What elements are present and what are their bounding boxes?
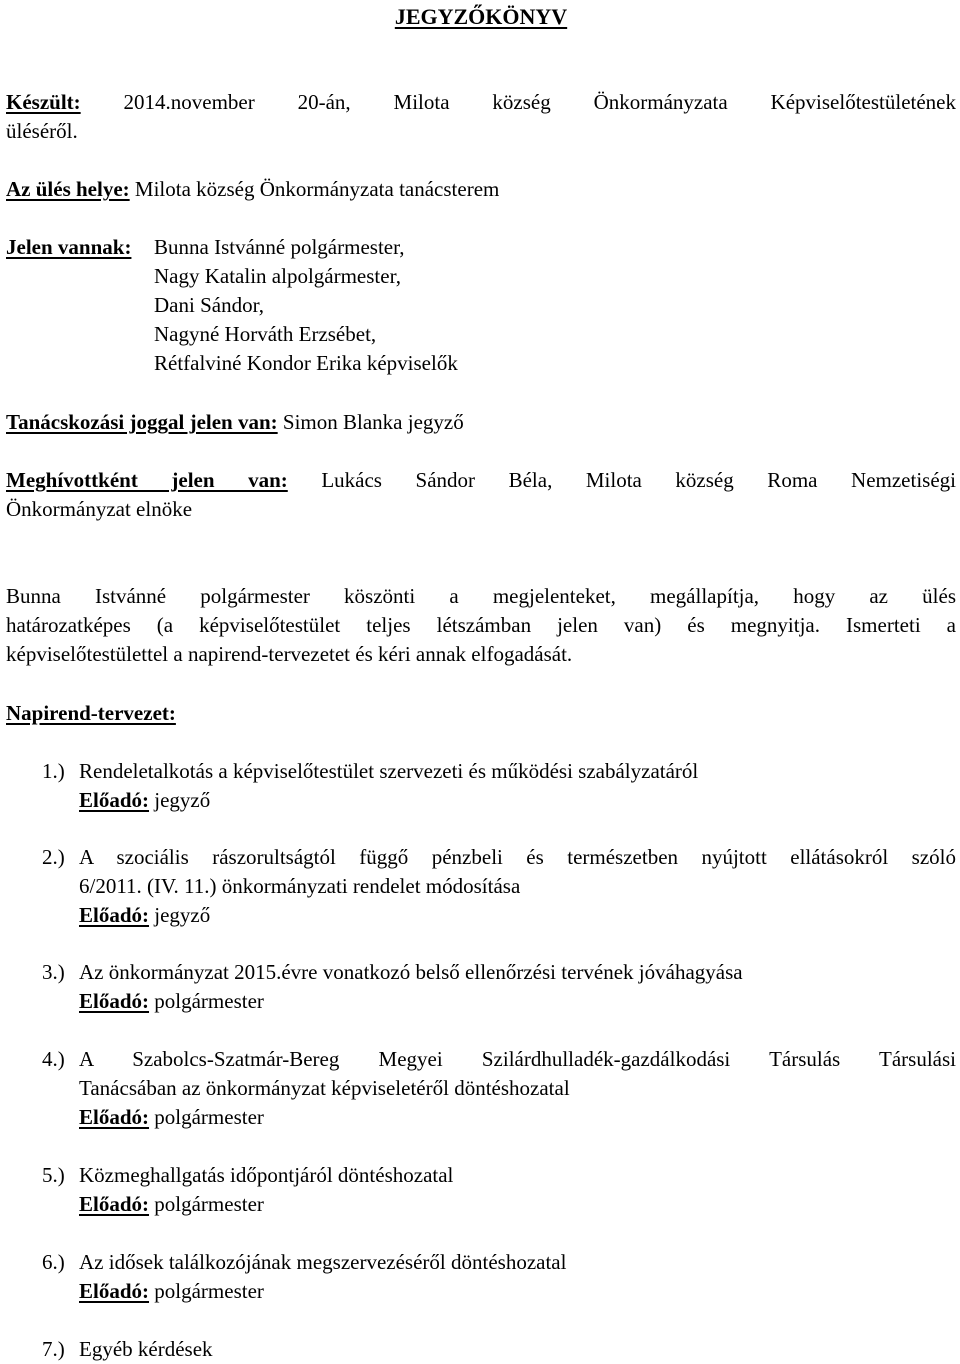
- made-line-1: [6, 88, 956, 117]
- place-value: Milota község Önkormányzata tanácsterem: [134, 177, 500, 201]
- presenter-value: jegyző: [154, 788, 211, 812]
- agenda-item-text: Közmeghallgatás időpontjáról döntéshozatal: [79, 1163, 454, 1187]
- attendee: Dani Sándor,: [154, 293, 264, 317]
- made-label: Készült:: [6, 90, 81, 114]
- agenda-item-number: 7.): [42, 1337, 65, 1361]
- agenda-item: [42, 958, 956, 1016]
- attendee: Rétfalviné Kondor Erika képviselők: [154, 351, 458, 375]
- presenter-label: Előadó:: [79, 788, 150, 812]
- agenda-item: [42, 1161, 956, 1219]
- agenda-item-text: A Szabolcs-Szatmár-Bereg Megyei Szilárdhulladék-gazdálkodási Társulás Társulási: [79, 1047, 956, 1071]
- presenter-label: Előadó:: [79, 1279, 150, 1303]
- meeting-place: [6, 175, 956, 204]
- agenda-item: [42, 757, 956, 815]
- attendee: Nagy Katalin alpolgármester,: [154, 264, 401, 288]
- agenda-item: [42, 843, 956, 930]
- agenda-item: [42, 1248, 956, 1306]
- presenter-value: polgármester: [154, 1192, 264, 1216]
- agenda-item-presenter: [79, 1277, 956, 1306]
- agenda-item-number: 4.): [42, 1047, 65, 1071]
- agenda-item-number: 2.): [42, 845, 65, 869]
- opening-line-3: képviselőtestülettel a napirend-tervezetet és kéri annak elfogadását.: [6, 642, 573, 666]
- agenda-item-number: 3.): [42, 960, 65, 984]
- opening-line-2: határozatképes (a képviselőtestület teljes létszámban jelen van) és megnyitja. Ismerteti a: [6, 613, 956, 637]
- advisory-value: Simon Blanka jegyző: [282, 410, 464, 434]
- agenda-item-text: Az önkormányzat 2015.évre vonatkozó belső ellenőrzési tervének jóváhagyása: [79, 960, 743, 984]
- presenter-value: polgármester: [154, 1105, 264, 1129]
- invited-text-1: Lukács Sándor Béla, Milota község Roma Nemzetiségi: [321, 468, 956, 492]
- agenda-item-number: 6.): [42, 1250, 65, 1274]
- presenter-label: Előadó:: [79, 903, 150, 927]
- opening-line-1: Bunna Istvánné polgármester köszönti a megjelenteket, megállapítja, hogy az ülés: [6, 584, 956, 608]
- presenter-value: jegyző: [154, 903, 211, 927]
- attendee: Nagyné Horváth Erzsébet,: [154, 322, 377, 346]
- made-line-2: üléséről.: [6, 119, 78, 143]
- advisory-line: [6, 408, 956, 437]
- agenda-item-text: Rendeletalkotás a képviselőtestület szervezeti és működési szabályzatáról: [79, 759, 699, 783]
- agenda-item-presenter: [79, 901, 956, 930]
- agenda-item-text: 6/2011. (IV. 11.) önkormányzati rendelet módosítása: [79, 874, 521, 898]
- presenter-label: Előadó:: [79, 989, 150, 1013]
- agenda-heading: Napirend-tervezet:: [6, 701, 176, 725]
- agenda-item-presenter: [79, 1190, 956, 1219]
- agenda-item-number: 5.): [42, 1163, 65, 1187]
- agenda-item: [42, 1045, 956, 1132]
- agenda-item-presenter: [79, 987, 956, 1016]
- invited-label: Meghívottként jelen van:: [6, 468, 288, 492]
- agenda-item-text: Az idősek találkozójának megszervezéséről döntéshozatal: [79, 1250, 567, 1274]
- present-label-line: [6, 233, 956, 262]
- agenda-heading-line: [6, 699, 956, 728]
- agenda-item: [42, 1335, 956, 1364]
- attendee: Bunna Istvánné polgármester,: [154, 235, 405, 259]
- advisory-label: Tanácskozási joggal jelen van:: [6, 410, 278, 434]
- agenda-item-presenter: [79, 1103, 956, 1132]
- document-title: JEGYZŐKÖNYV: [394, 4, 568, 29]
- invited-line-1: [6, 466, 956, 495]
- agenda-item-number: 1.): [42, 759, 65, 783]
- presenter-value: polgármester: [154, 1279, 264, 1303]
- agenda-item-text: Tanácsában az önkormányzat képviseletéről döntéshozatal: [79, 1076, 570, 1100]
- agenda-item-presenter: [79, 786, 956, 815]
- agenda-item-text: Egyéb kérdések: [79, 1337, 213, 1361]
- presenter-value: polgármester: [154, 989, 264, 1013]
- made-text-1: 2014.november 20-án, Milota község Önkormányzata Képviselőtestületének: [123, 90, 957, 114]
- presenter-label: Előadó:: [79, 1192, 150, 1216]
- agenda-item-text: A szociális rászorultságtól függő pénzbeli és természetben nyújtott ellátásokról szóló: [79, 845, 956, 869]
- present-label: Jelen vannak:: [6, 235, 132, 259]
- presenter-label: Előadó:: [79, 1105, 150, 1129]
- invited-line-2: Önkormányzat elnöke: [6, 497, 193, 521]
- place-label: Az ülés helye:: [6, 177, 130, 201]
